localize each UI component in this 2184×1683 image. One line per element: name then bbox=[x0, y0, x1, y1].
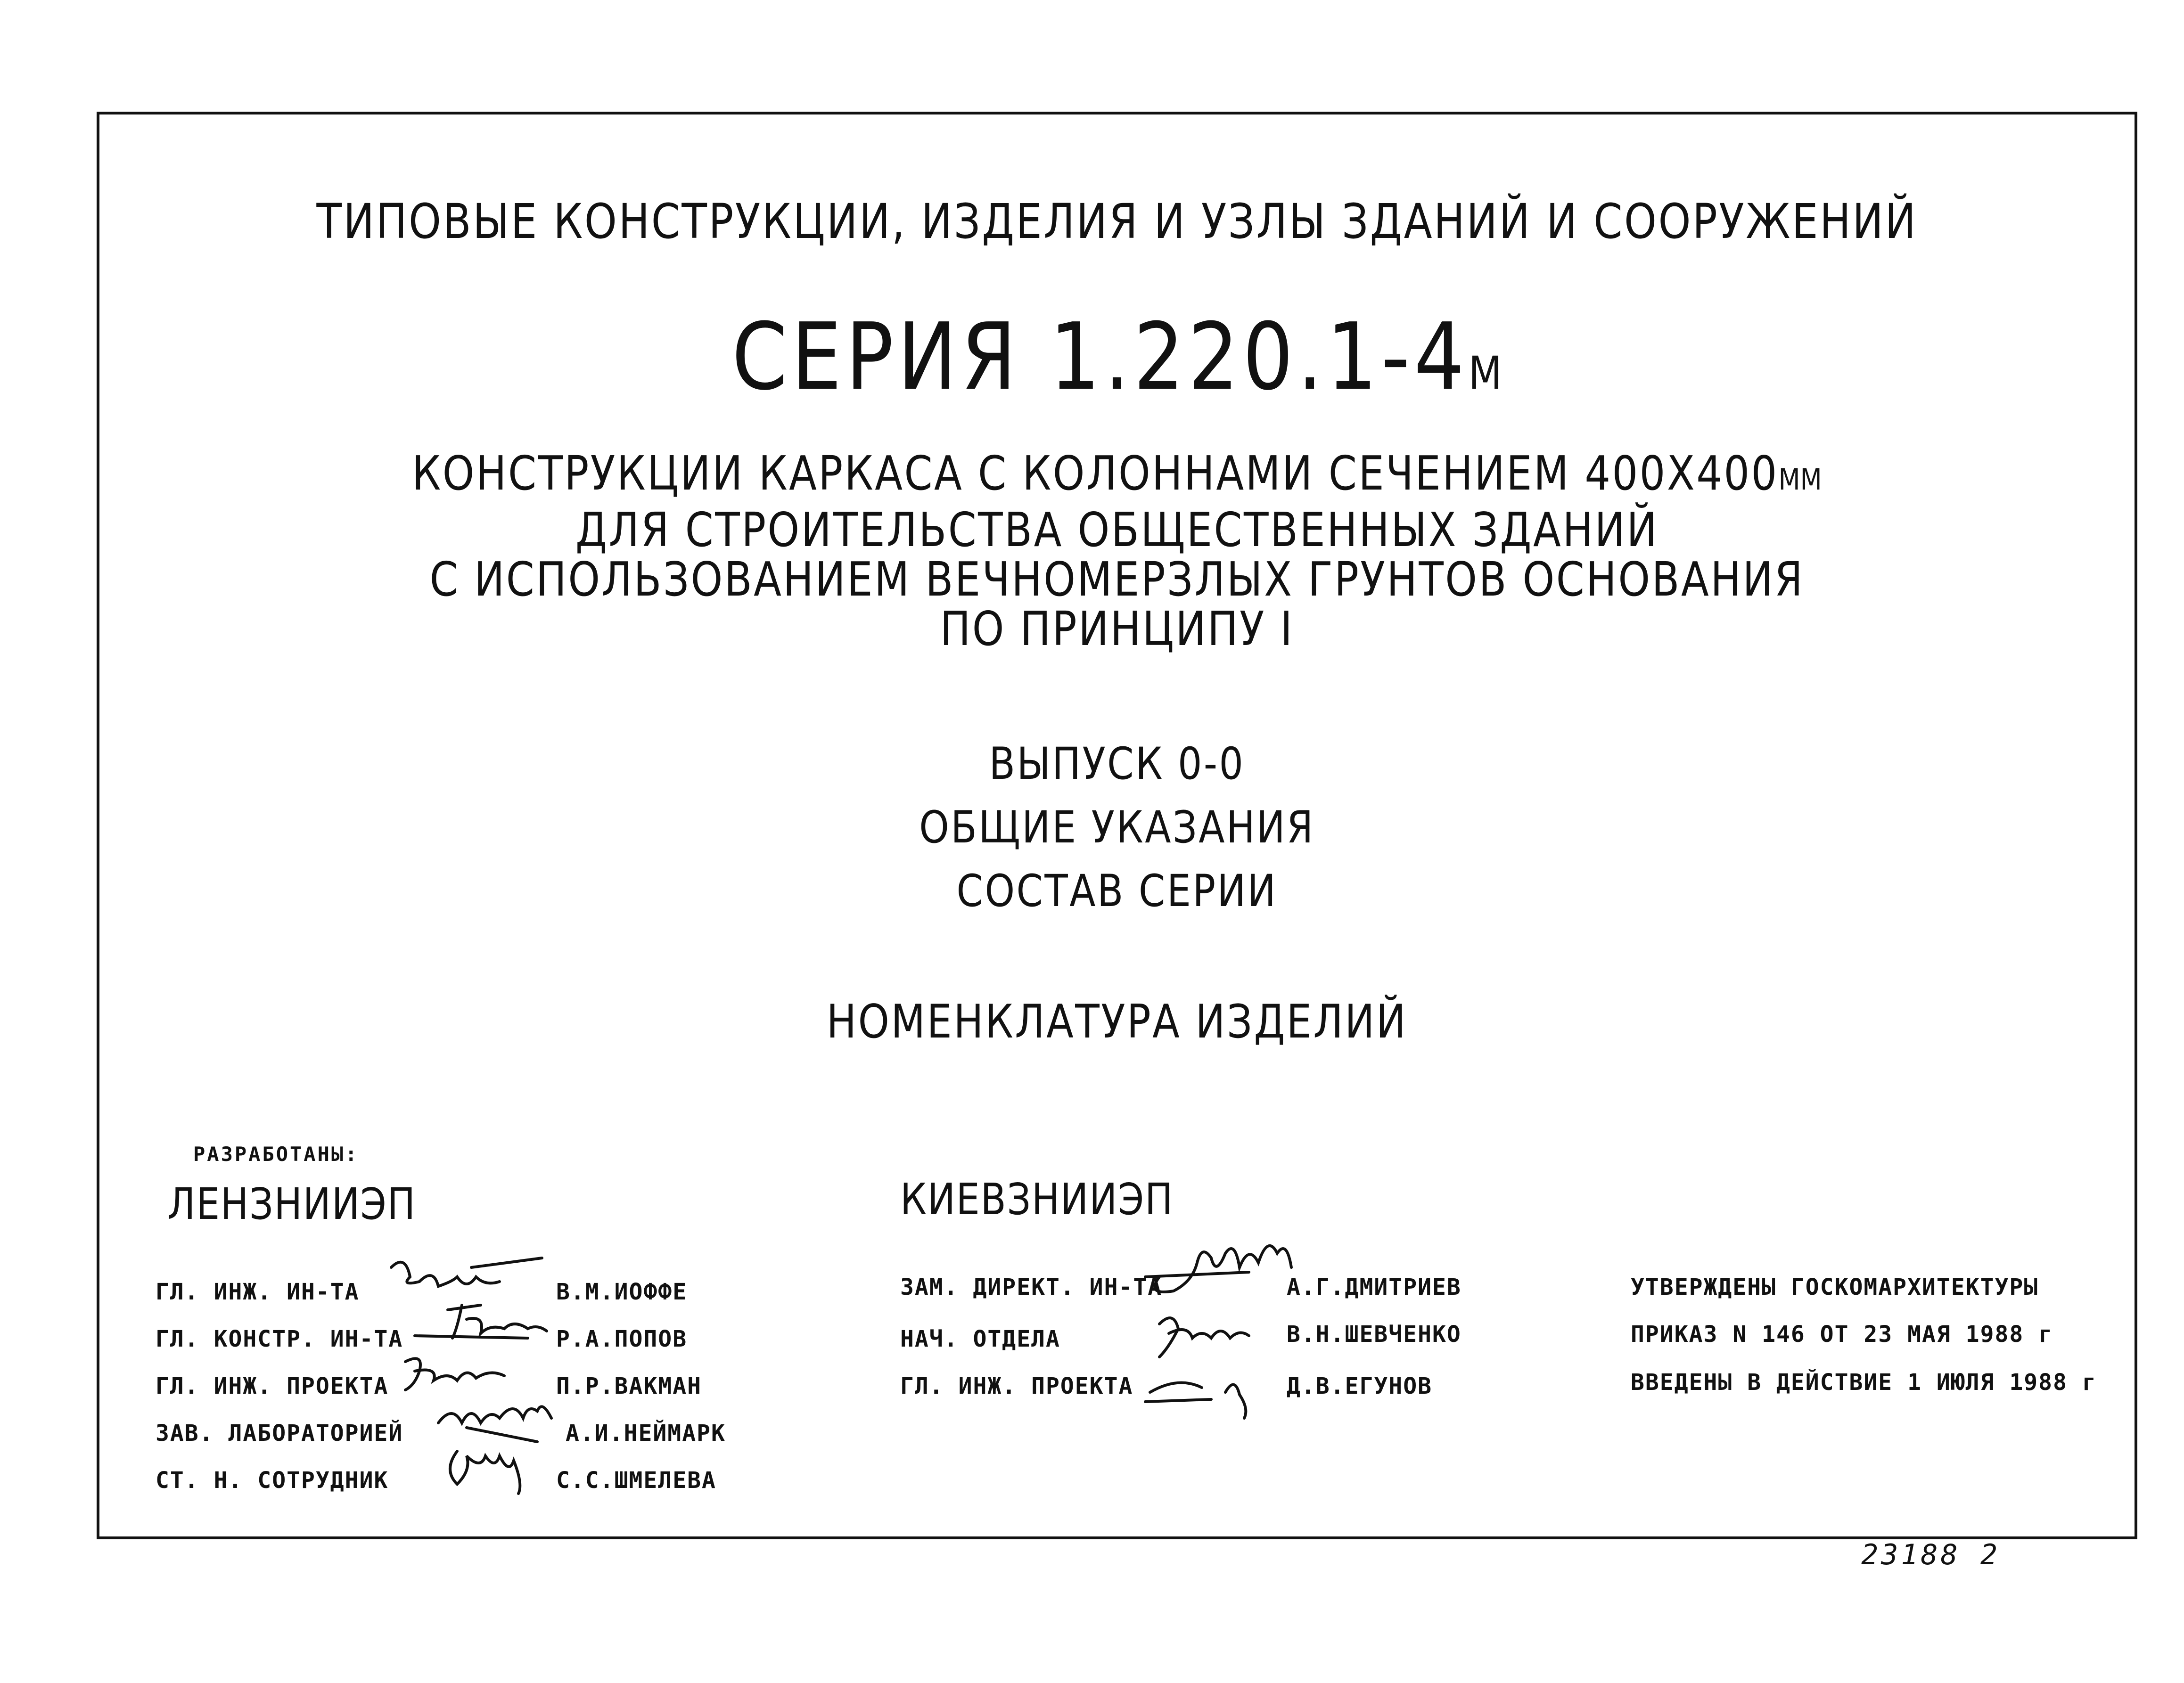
staff-name: П.Р.ВАКМАН bbox=[556, 1373, 702, 1399]
signature-marks-kievzniiep bbox=[1141, 1225, 1320, 1423]
signature-shevchenko bbox=[1159, 1318, 1249, 1357]
staff-name: А.Г.ДМИТРИЕВ bbox=[1287, 1274, 1461, 1300]
top-title: ТИПОВЫЕ КОНСТРУКЦИИ, ИЗДЕЛИЯ И УЗЛЫ ЗДАНИЙ И СООРУЖЕНИЙ bbox=[316, 194, 1918, 250]
signature-egunov bbox=[1145, 1383, 1246, 1418]
staff-role: ГЛ. ИНЖ. ИН-ТА bbox=[156, 1279, 360, 1305]
staff-name: С.С.ШМЕЛЕВА bbox=[556, 1467, 716, 1494]
org-kievzniiep: КИЕВЗНИИЭП bbox=[900, 1174, 1174, 1225]
signature-marks-lenzniiep bbox=[386, 1249, 556, 1494]
staff-role: ЗАВ. ЛАБОРАТОРИЕЙ bbox=[156, 1420, 403, 1446]
signature-ioffe bbox=[391, 1258, 542, 1286]
staff-name: Р.А.ПОПОВ bbox=[556, 1326, 688, 1352]
staff-role: НАЧ. ОТДЕЛА bbox=[900, 1326, 1060, 1352]
staff-role: ЗАМ. ДИРЕКТ. ИН-ТА bbox=[900, 1274, 1163, 1300]
signature-dmitriev bbox=[1145, 1246, 1291, 1292]
org-lenzniiep: ЛЕНЗНИИЭП bbox=[167, 1179, 416, 1229]
approval-line-1: УТВЕРЖДЕНЫ ГОСКОМАРХИТЕКТУРЫ bbox=[1631, 1274, 2039, 1300]
description-line-1 bbox=[239, 446, 1995, 501]
staff-name: В.М.ИОФФЕ bbox=[556, 1279, 688, 1305]
series-title bbox=[239, 303, 1995, 411]
nomenclature-title: НОМЕНКЛАТУРА ИЗДЕЛИЙ bbox=[826, 995, 1408, 1049]
staff-name: В.Н.ШЕВЧЕНКО bbox=[1287, 1321, 1461, 1348]
issue-general: ОБЩИЕ УКАЗАНИЯ bbox=[919, 802, 1315, 853]
approval-line-3: ВВЕДЕНЫ В ДЕЙСТВИЕ 1 ИЮЛЯ 1988 г bbox=[1631, 1369, 2097, 1396]
signature-vakman bbox=[405, 1358, 504, 1390]
series-number: СЕРИЯ 1.220.1-4 bbox=[731, 303, 1469, 411]
staff-role: ГЛ. КОНСТР. ИН-ТА bbox=[156, 1326, 403, 1352]
issue-composition: СОСТАВ СЕРИИ bbox=[956, 866, 1278, 917]
staff-name: А.И.НЕЙМАРК bbox=[566, 1420, 726, 1446]
series-suffix: М bbox=[1468, 347, 1503, 400]
approval-line-2: ПРИКАЗ N 146 ОТ 23 МАЯ 1988 г bbox=[1631, 1321, 2053, 1348]
description-line-3: С ИСПОЛЬЗОВАНИЕМ ВЕЧНОМЕРЗЛЫХ ГРУНТОВ ОСНОВАНИЯ bbox=[429, 552, 1805, 607]
signature-neimark bbox=[438, 1406, 551, 1442]
signature-popov bbox=[415, 1305, 547, 1338]
staff-role: ГЛ. ИНЖ. ПРОЕКТА bbox=[156, 1373, 389, 1399]
description-line-2: ДЛЯ СТРОИТЕЛЬСТВА ОБЩЕСТВЕННЫХ ЗДАНИЙ bbox=[575, 502, 1659, 557]
description-line-1-unit: ММ bbox=[1778, 462, 1822, 497]
staff-role: СТ. Н. СОТРУДНИК bbox=[156, 1467, 389, 1494]
developed-label: РАЗРАБОТАНЫ: bbox=[193, 1143, 359, 1166]
signature-shmeleva bbox=[450, 1451, 520, 1494]
archive-stamp: 23188 2 bbox=[1861, 1538, 2000, 1571]
staff-name: Д.В.ЕГУНОВ bbox=[1287, 1373, 1432, 1399]
issue-number: ВЫПУСК 0-0 bbox=[989, 738, 1245, 790]
staff-role: ГЛ. ИНЖ. ПРОЕКТА bbox=[900, 1373, 1133, 1399]
description-line-4: ПО ПРИНЦИПУ I bbox=[940, 601, 1294, 656]
description-line-1-main: КОНСТРУКЦИИ КАРКАСА С КОЛОННАМИ СЕЧЕНИЕМ 400Х400 bbox=[412, 446, 1779, 501]
